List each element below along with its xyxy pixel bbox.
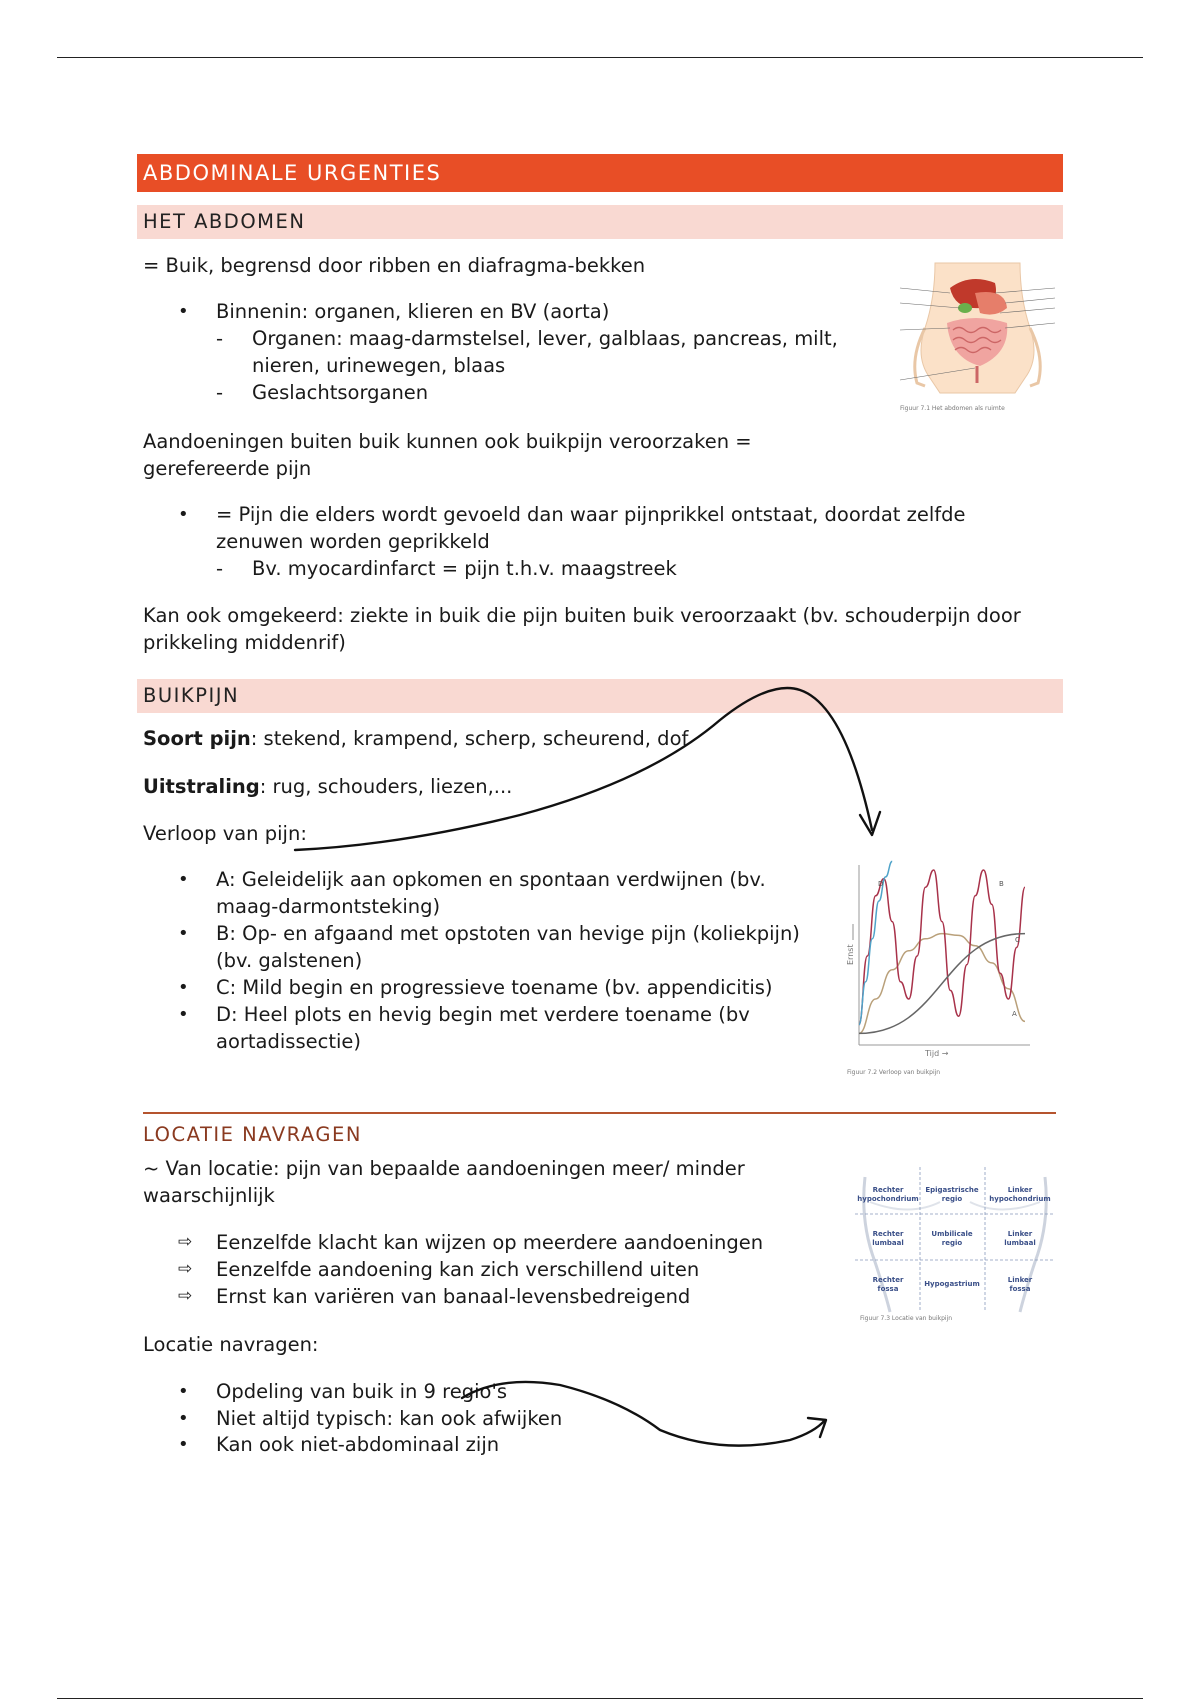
region-label: Linker — [1007, 1186, 1033, 1194]
arrow-item: Eenzelfde klacht kan wijzen op meerdere aandoeningen — [216, 1231, 764, 1254]
chart-xlabel: Tijd → — [925, 1049, 949, 1058]
uitstraling-label: Uitstraling — [143, 775, 260, 798]
list-item-cont: zenuwen worden geprikkeld — [216, 530, 490, 553]
bullet-icon: • — [178, 923, 189, 944]
locatie-intro-cont: waarschijnlijk — [143, 1184, 275, 1207]
region-label: fossa — [877, 1285, 899, 1293]
chart-label-c: C — [1015, 936, 1020, 944]
section-heading-abdomen: HET ABDOMEN — [137, 205, 1063, 239]
soort-pijn-label: Soort pijn — [143, 727, 251, 750]
list-item-a: A: Geleidelijk aan opkomen en spontaan verdwijnen (bv. — [216, 868, 766, 891]
uitstraling-text: : rug, schouders, liezen,... — [259, 775, 513, 798]
list-item: = Pijn die elders wordt gevoeld dan waar pijnprikkel ontstaat, doordat zelfde — [216, 503, 966, 526]
handdrawn-arrow-1 — [295, 688, 872, 850]
bullet-icon: • — [178, 1434, 189, 1455]
region-label: regio — [941, 1195, 963, 1203]
chart-label-d: D — [878, 880, 884, 888]
dash-icon: - — [216, 557, 224, 580]
dash-icon: - — [216, 381, 224, 404]
region-label: Rechter — [872, 1276, 904, 1284]
region-label: Rechter — [872, 1230, 904, 1238]
verloop-text: Verloop van pijn: — [143, 822, 307, 845]
intro-text: = Buik, begrensd door ribben en diafragma-bekken — [143, 254, 646, 277]
region-label: regio — [941, 1239, 963, 1247]
region-label: Epigastrische — [925, 1186, 979, 1194]
paragraph-cont: prikkeling middenrif) — [143, 631, 346, 654]
list-item: Opdeling van buik in 9 regio's — [216, 1380, 507, 1403]
bullet-icon: • — [178, 1408, 189, 1429]
region-label: Linker — [1007, 1276, 1033, 1284]
region-label: hypochondrium — [857, 1195, 919, 1203]
figure-caption: Figuur 7.3 Locatie van buikpijn — [860, 1315, 953, 1322]
chart-caption: Figuur 7.2 Verloop van buikpijn — [847, 1069, 941, 1076]
page-title: ABDOMINALE URGENTIES — [137, 154, 1063, 192]
list-item-c: C: Mild begin en progressieve toename (bv. appendicitis) — [216, 976, 773, 999]
sub-item: Bv. myocardinfarct = pijn t.h.v. maagstreek — [252, 557, 677, 580]
paragraph: Kan ook omgekeerd: ziekte in buik die pijn buiten buik veroorzaakt (bv. schouderpijn door — [143, 604, 1021, 627]
figure-caption: Figuur 7.1 Het abdomen als ruimte — [900, 405, 1005, 412]
arrow-item: Ernst kan variëren van banaal-levensbedreigend — [216, 1285, 691, 1308]
bullet-icon: • — [178, 1004, 189, 1025]
bullet-icon: • — [178, 977, 189, 998]
arrow-bullet-icon: ⇨ — [178, 1232, 193, 1252]
bullet-icon: • — [178, 869, 189, 890]
bullet-icon: • — [178, 504, 189, 525]
bullet-icon: • — [178, 1381, 189, 1402]
list-item-d-cont: aortadissectie) — [216, 1030, 361, 1053]
region-label: Linker — [1007, 1230, 1033, 1238]
section-heading-locatie: LOCATIE NAVRAGEN — [143, 1112, 1056, 1146]
region-label: fossa — [1009, 1285, 1031, 1293]
region-label: Rechter — [872, 1186, 904, 1194]
chart-label-b: B — [999, 880, 1004, 888]
chart-ylabel: Ernst — [846, 944, 855, 965]
list-item-d: D: Heel plots en hevig begin met verdere toename (bv — [216, 1003, 750, 1026]
region-label: Hypogastrium — [924, 1280, 980, 1288]
handdrawn-arrow-2 — [462, 1382, 825, 1446]
chart-label-a: A — [1012, 1010, 1017, 1018]
list-item: Niet altijd typisch: kan ook afwijken — [216, 1407, 563, 1430]
arrow-bullet-icon: ⇨ — [178, 1286, 193, 1306]
list-item: Kan ook niet-abdominaal zijn — [216, 1433, 500, 1456]
paragraph-cont: gerefereerde pijn — [143, 457, 312, 480]
list-item-b: B: Op- en afgaand met opstoten van hevige pijn (koliekpijn) — [216, 922, 800, 945]
section-heading-buikpijn: BUIKPIJN — [137, 679, 1063, 713]
locatie-intro: ~ Van locatie: pijn van bepaalde aandoeningen meer/ minder — [143, 1157, 745, 1180]
dash-icon: - — [216, 327, 224, 350]
list-item-a-cont: maag-darmontsteking) — [216, 895, 441, 918]
region-label: lumbaal — [1004, 1239, 1036, 1247]
region-label: Umbilicale — [931, 1230, 973, 1238]
list-item-b-cont: (bv. galstenen) — [216, 949, 363, 972]
arrow-bullet-icon: ⇨ — [178, 1259, 193, 1279]
paragraph: Aandoeningen buiten buik kunnen ook buikpijn veroorzaken = — [143, 430, 752, 453]
sub-item-cont: nieren, urinewegen, blaas — [252, 354, 506, 377]
arrow-item: Eenzelfde aandoening kan zich verschillend uiten — [216, 1258, 700, 1281]
sub-item: Geslachtsorganen — [252, 381, 429, 404]
locatie-navragen-label: Locatie navragen: — [143, 1333, 319, 1356]
region-label: lumbaal — [872, 1239, 904, 1247]
list-item: Binnenin: organen, klieren en BV (aorta) — [216, 300, 610, 323]
region-label: hypochondrium — [989, 1195, 1051, 1203]
bullet-icon: • — [178, 301, 189, 322]
sub-item: Organen: maag-darmstelsel, lever, galblaas, pancreas, milt, — [252, 327, 838, 350]
soort-pijn-text: : stekend, krampend, scherp, scheurend, dof — [250, 727, 689, 750]
